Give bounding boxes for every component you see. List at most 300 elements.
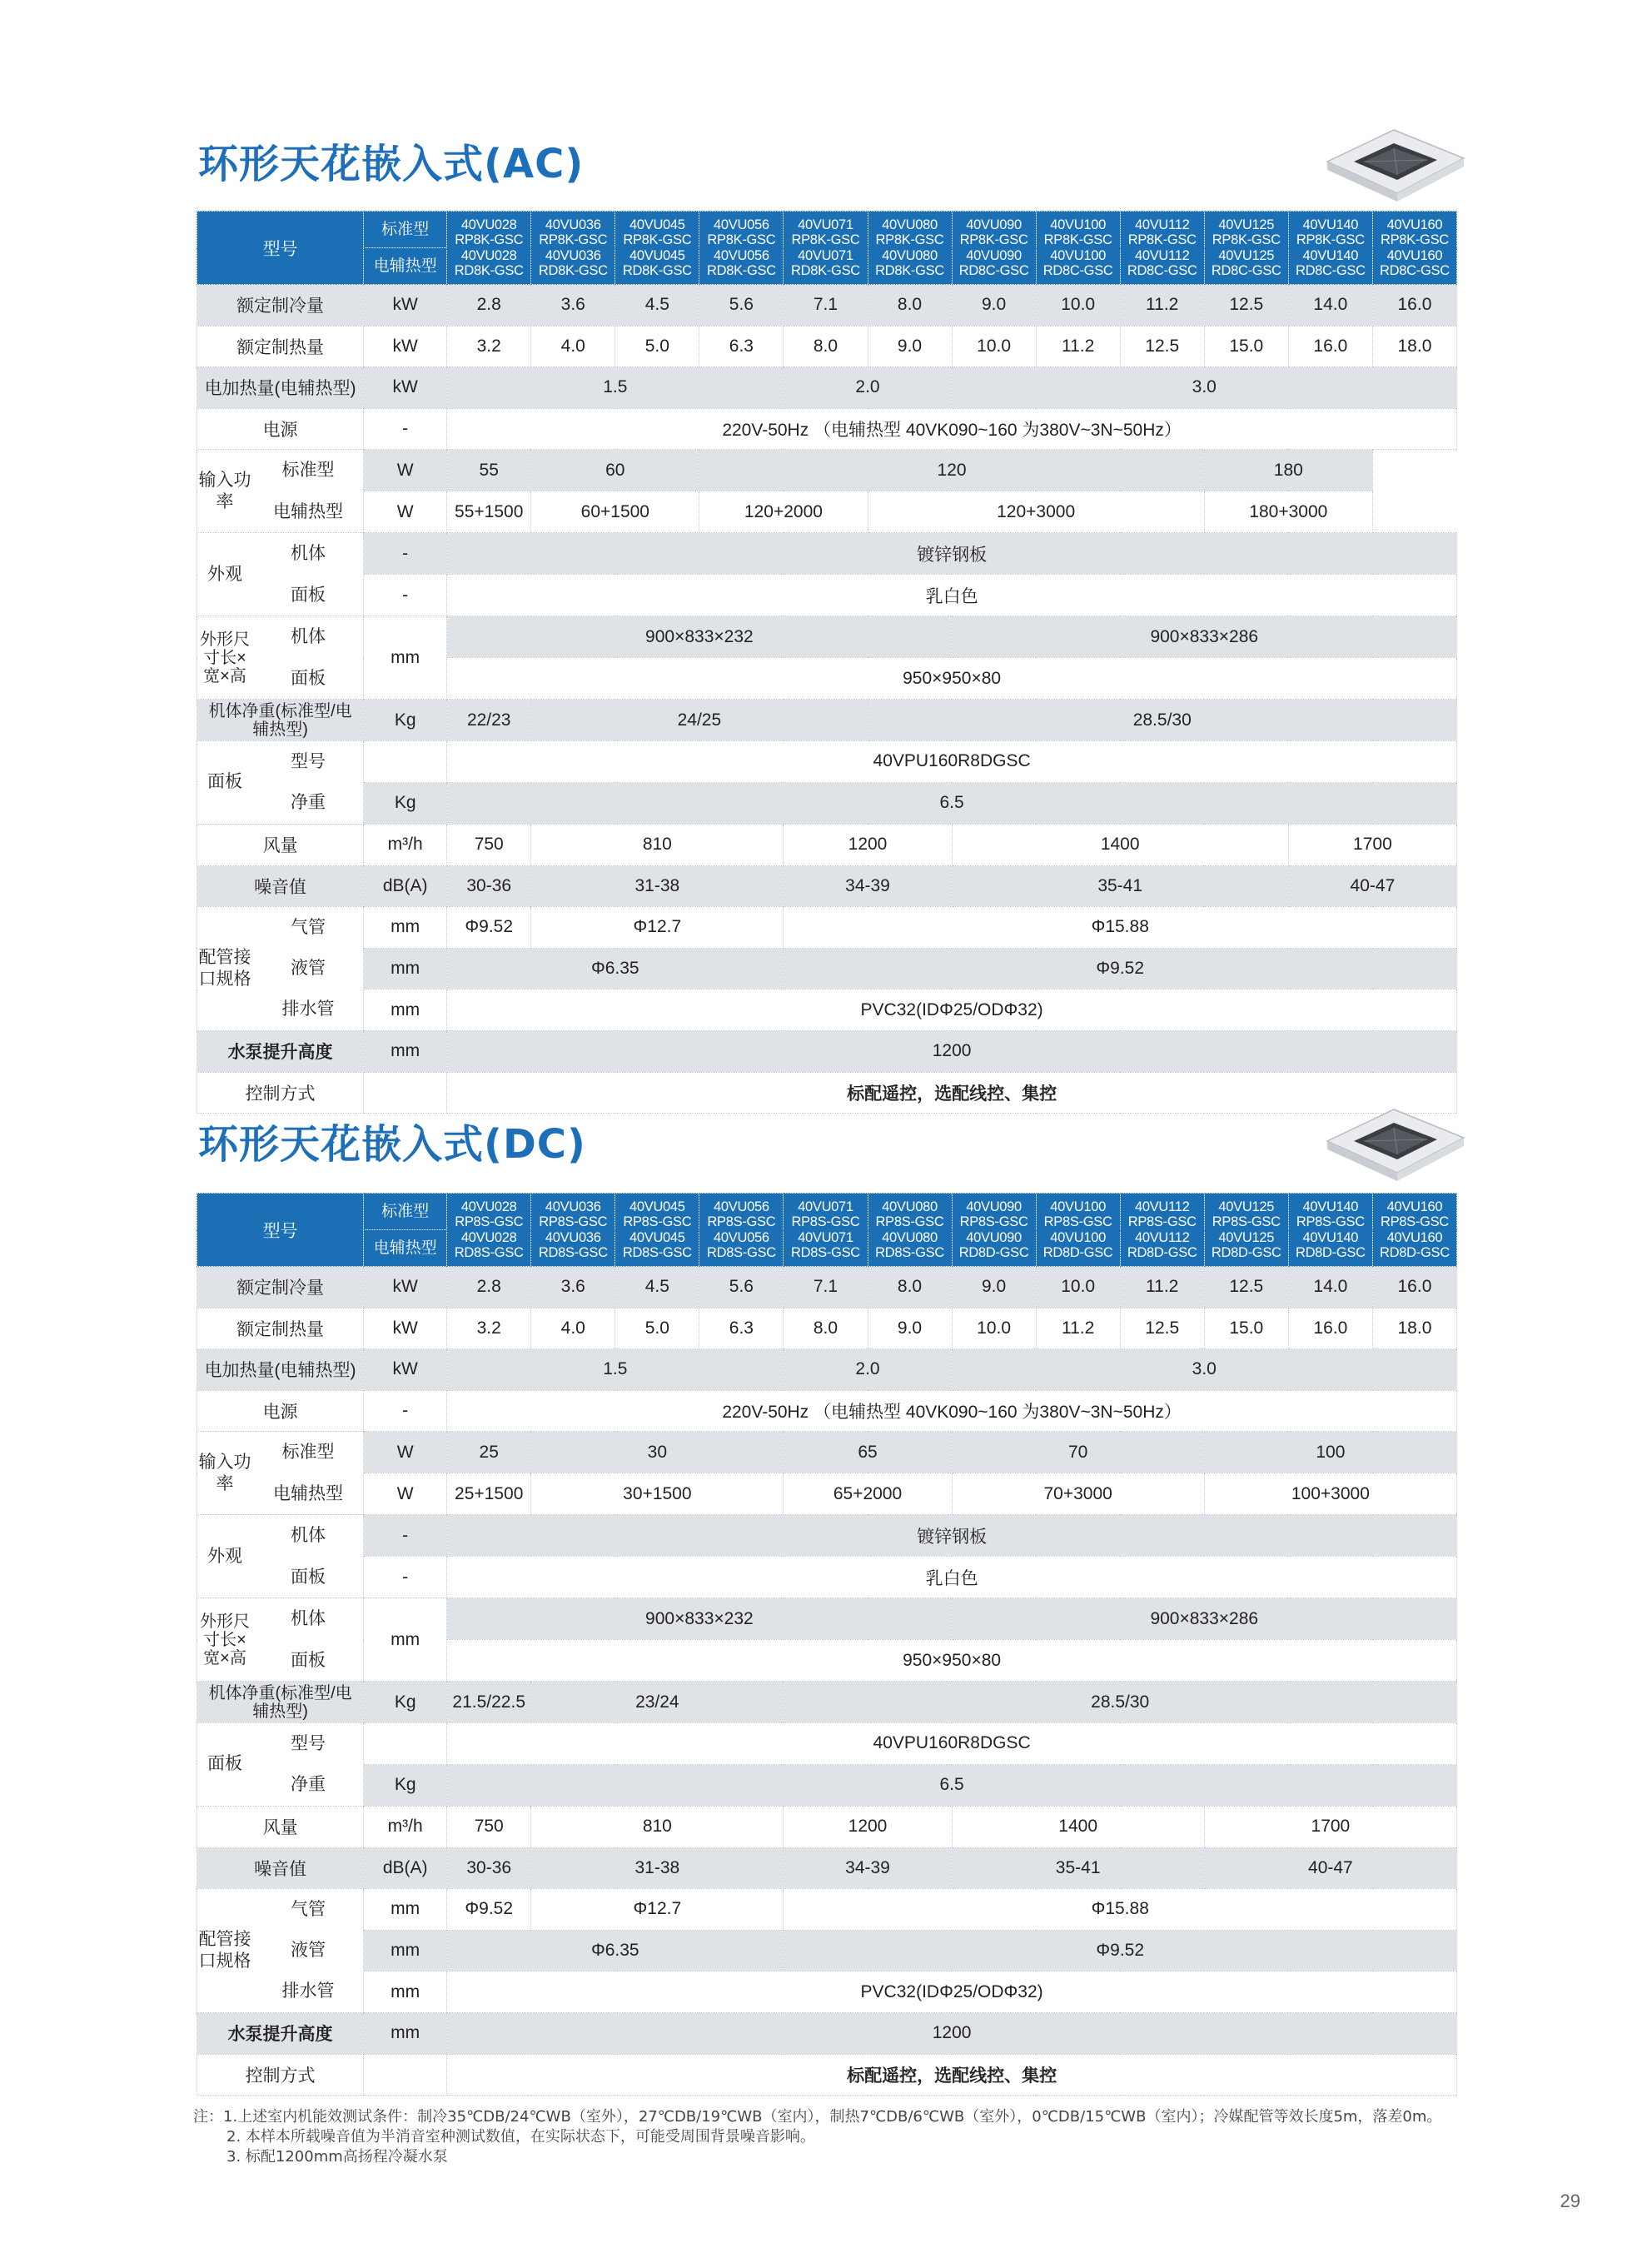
model-column-header	[1120, 212, 1204, 285]
model-code: 40VU112	[1134, 1199, 1190, 1214]
sublabel-column	[252, 450, 364, 532]
group-label-text: 配管接口规格	[198, 1930, 251, 1971]
cooling-cell: 3.6	[531, 285, 615, 326]
pump-height-cell: 1200	[447, 1031, 1457, 1073]
model-column-header	[615, 1194, 699, 1267]
heating-cell: 16.0	[1288, 326, 1372, 367]
table-row	[197, 533, 1457, 575]
noise-cell: 40-47	[1204, 1847, 1456, 1889]
noise-cell: 30-36	[447, 865, 531, 907]
model-code: RD8K-GSC	[706, 263, 776, 278]
airflow-cell: 810	[531, 1806, 784, 1847]
row-label-heating: 额定制热量	[197, 326, 364, 367]
model-code: 40VU160	[1386, 1199, 1443, 1214]
input-electric-cell: 120+3000	[868, 491, 1204, 533]
group-label-text: 面板	[207, 1754, 242, 1774]
sublabel-column	[252, 1889, 364, 2012]
model-code: 40VU100	[1050, 1229, 1107, 1245]
model-code: 40VU036	[545, 1229, 601, 1245]
heating-cell: 11.2	[1036, 1308, 1120, 1349]
weight-cell: 21.5/22.5	[447, 1682, 531, 1723]
sublabel-column	[252, 741, 364, 824]
table-row	[197, 865, 1457, 907]
model-code: RP8S-GSC	[539, 1214, 608, 1229]
input-electric-cell: 60+1500	[531, 491, 699, 533]
dimension-body-cell: 900×833×286	[952, 1598, 1456, 1640]
heating-cell: 5.0	[615, 326, 699, 367]
table-row	[197, 782, 1457, 824]
sublabel-column	[252, 1515, 364, 1598]
heating-cell: 8.0	[784, 326, 868, 367]
weight-cell: 22/23	[447, 700, 531, 741]
group-label-input-power	[197, 450, 364, 533]
model-header: 型号	[197, 212, 364, 285]
spec-table-ac	[197, 211, 1457, 1114]
model-code: RD8K-GSC	[622, 263, 692, 278]
row-label-weight: 机体净重(标准型/电辅热型)	[197, 1682, 364, 1723]
cooling-cell: 4.5	[615, 1267, 699, 1308]
footnote-2: 2. 本样本所载噪音值为半消音室种测试数值，在实际状态下，可能受周围背景噪音影响。	[226, 2128, 815, 2146]
heating-cell: 11.2	[1036, 326, 1120, 367]
model-column-header	[531, 212, 615, 285]
group-label-text: 面板	[207, 772, 242, 792]
model-code: 40VU056	[714, 1199, 769, 1214]
sublabel-net-weight: 净重	[291, 1775, 326, 1795]
unit-cell: kW	[364, 367, 447, 409]
heating-cell: 10.0	[952, 326, 1036, 367]
cooling-cell: 8.0	[868, 1267, 952, 1308]
gas-pipe-cell: Φ12.7	[531, 907, 784, 949]
model-code: 40VU071	[798, 1199, 853, 1214]
model-code: RD8D-GSC	[1295, 1245, 1366, 1260]
noise-cell: 31-38	[531, 865, 784, 907]
sublabel-column	[252, 1432, 364, 1514]
spec-table-body-dc	[197, 1194, 1457, 2096]
weight-cell: 28.5/30	[784, 1682, 1457, 1723]
model-code: RP8K-GSC	[875, 232, 944, 247]
drain-pipe-cell: PVC32(IDΦ25/ODΦ32)	[447, 1971, 1457, 2013]
unit-cell: -	[364, 533, 447, 575]
row-label-airflow: 风量	[197, 824, 364, 865]
model-code: RD8S-GSC	[622, 1245, 692, 1260]
table-row	[197, 1598, 1457, 1640]
table-row	[197, 1722, 1457, 1764]
model-code: 40VU056	[714, 217, 769, 232]
unit-cell: mm	[364, 989, 447, 1031]
group-label-piping	[197, 907, 364, 1031]
panel-weight-cell: 6.5	[447, 782, 1457, 824]
cooling-cell: 7.1	[784, 285, 868, 326]
table-row	[197, 2013, 1457, 2055]
model-code: RD8D-GSC	[1042, 1245, 1113, 1260]
heating-cell: 9.0	[868, 1308, 952, 1349]
sublabel-panel: 面板	[291, 1650, 326, 1670]
model-column-header	[1288, 212, 1372, 285]
cassette-unit-image-ac	[1317, 113, 1472, 205]
model-column-header	[784, 212, 868, 285]
group-label-appearance	[197, 533, 364, 616]
model-code: 40VU045	[629, 247, 685, 263]
model-code: 40VU045	[629, 217, 685, 232]
model-column-header	[1036, 212, 1120, 285]
model-code: RP8K-GSC	[539, 232, 608, 247]
cooling-cell: 5.6	[699, 285, 784, 326]
weight-cell: 23/24	[531, 1682, 784, 1723]
row-label-control: 控制方式	[197, 1072, 364, 1114]
unit-cell	[364, 1072, 447, 1114]
model-code: 40VU125	[1218, 217, 1275, 232]
model-code: RP8K-GSC	[791, 232, 860, 247]
sublabel-electric: 电辅热型	[273, 501, 343, 521]
liquid-pipe-cell: Φ6.35	[447, 1930, 784, 1971]
model-code: 40VU160	[1386, 247, 1443, 263]
standard-type-header: 标准型	[364, 1194, 447, 1230]
model-column-header	[615, 212, 699, 285]
table-row	[197, 824, 1457, 865]
heating-cell: 5.0	[615, 1308, 699, 1349]
cooling-cell: 3.6	[531, 1267, 615, 1308]
sublabel-standard: 标准型	[281, 461, 335, 481]
model-code: 40VU100	[1050, 247, 1107, 263]
input-standard-cell: 60	[531, 450, 699, 491]
heating-cell: 4.0	[531, 1308, 615, 1349]
panel-model-cell: 40VPU160R8DGSC	[447, 740, 1457, 782]
input-standard-cell: 65	[784, 1432, 952, 1473]
header-row	[197, 212, 1457, 248]
unit-cell: kW	[364, 285, 447, 326]
table-row	[197, 1072, 1457, 1114]
model-code: 40VU112	[1134, 1229, 1190, 1245]
control-method-cell: 标配遥控，选配线控、集控	[447, 2054, 1457, 2096]
gas-pipe-cell: Φ12.7	[531, 1889, 784, 1931]
airflow-cell: 1700	[1204, 1806, 1456, 1847]
model-code: RD8C-GSC	[1295, 263, 1366, 278]
row-label-pump-height: 水泵提升高度	[197, 2013, 364, 2055]
model-code: RP8K-GSC	[1127, 232, 1197, 247]
model-code: RD8S-GSC	[791, 1245, 860, 1260]
unit-cell: mm	[364, 1930, 447, 1971]
heating-cell: 18.0	[1372, 326, 1456, 367]
model-code: RD8D-GSC	[958, 1245, 1029, 1260]
dimension-body-cell: 900×833×286	[952, 616, 1456, 658]
group-label-text: 配管接口规格	[198, 948, 251, 989]
row-label-weight: 机体净重(标准型/电辅热型)	[197, 700, 364, 741]
unit-cell: W	[364, 1473, 447, 1515]
model-column-header	[1120, 1194, 1204, 1267]
cooling-cell: 12.5	[1204, 1267, 1288, 1308]
sublabel-model: 型号	[291, 751, 326, 771]
table-row	[197, 1515, 1457, 1557]
heating-cell: 12.5	[1120, 1308, 1204, 1349]
electric-type-header: 电辅热型	[364, 248, 447, 285]
control-method-cell: 标配遥控，选配线控、集控	[447, 1072, 1457, 1114]
model-code: 40VU112	[1134, 217, 1190, 232]
airflow-cell: 810	[531, 824, 784, 865]
input-electric-cell: 180+3000	[1204, 491, 1372, 533]
table-row	[197, 491, 1457, 533]
unit-cell: kW	[364, 326, 447, 367]
model-code: 40VU100	[1050, 1199, 1107, 1214]
heating-cell: 18.0	[1372, 1308, 1456, 1349]
model-code: RP8S-GSC	[455, 1214, 524, 1229]
footnote-1: 注：1.上述室内机能效测试条件：制冷35℃DB/24℃WB（室外），27℃DB/19℃WB（室内），制热7℃DB/6℃WB（室外），0℃DB/15℃WB（室内）；冷媒配管等效长度5m，落差0m。	[193, 2108, 1442, 2126]
table-row	[197, 450, 1457, 491]
gas-pipe-cell: Φ15.88	[784, 1889, 1457, 1931]
liquid-pipe-cell: Φ6.35	[447, 948, 784, 989]
table-row	[197, 948, 1457, 989]
sublabel-drain-pipe: 排水管	[281, 999, 335, 1019]
table-row	[197, 1308, 1457, 1349]
sublabel-liquid-pipe: 液管	[291, 1941, 326, 1961]
model-code: 40VU112	[1134, 247, 1190, 263]
row-label-pump-height: 水泵提升高度	[197, 1031, 364, 1073]
cooling-cell: 9.0	[952, 1267, 1036, 1308]
cooling-cell: 8.0	[868, 285, 952, 326]
unit-cell: mm	[364, 907, 447, 949]
drain-pipe-cell: PVC32(IDΦ25/ODΦ32)	[447, 989, 1457, 1031]
model-code: 40VU090	[966, 1229, 1022, 1245]
model-column-header	[868, 1194, 952, 1267]
group-label-text: 外观	[207, 564, 242, 584]
heating-cell: 3.2	[447, 1308, 531, 1349]
model-code: RP8K-GSC	[1380, 232, 1449, 247]
table-row	[197, 575, 1457, 616]
unit-cell: kW	[364, 1349, 447, 1391]
cooling-cell: 10.0	[1036, 1267, 1120, 1308]
model-code: RP8K-GSC	[623, 232, 692, 247]
model-code: RD8K-GSC	[791, 263, 860, 278]
dimension-body-cell: 900×833×232	[447, 1598, 952, 1640]
unit-cell: dB(A)	[364, 865, 447, 907]
unit-cell: kW	[364, 1267, 447, 1308]
sublabel-column	[252, 616, 364, 699]
group-label-text: 外形尺寸长×宽×高	[200, 1612, 250, 1667]
cooling-cell: 16.0	[1372, 285, 1456, 326]
noise-cell: 35-41	[952, 1847, 1204, 1889]
model-code: 40VU090	[966, 1199, 1022, 1214]
liquid-pipe-cell: Φ9.52	[784, 948, 1457, 989]
unit-cell: m³/h	[364, 1806, 447, 1847]
table-row	[197, 1267, 1457, 1308]
sublabel-column	[252, 1723, 364, 1806]
airflow-cell: 1700	[1288, 824, 1456, 865]
model-column-header	[1372, 212, 1456, 285]
group-label-text: 输入功率	[198, 470, 251, 511]
unit-cell: -	[364, 1557, 447, 1598]
table-row	[197, 907, 1457, 949]
table-row	[197, 1031, 1457, 1073]
model-code: RP8S-GSC	[1127, 1214, 1197, 1229]
model-code: 40VU080	[882, 1199, 938, 1214]
electric-heating-cell: 3.0	[952, 367, 1456, 409]
input-standard-cell: 30	[531, 1432, 784, 1473]
group-label-appearance	[197, 1515, 364, 1598]
dimension-panel-cell: 950×950×80	[447, 658, 1457, 700]
model-code: 40VU036	[545, 247, 601, 263]
table-row	[197, 1847, 1457, 1889]
footnotes	[193, 2107, 1441, 2167]
model-column-header	[699, 212, 784, 285]
model-code: RD8C-GSC	[1042, 263, 1113, 278]
heating-cell: 6.3	[699, 326, 784, 367]
model-code: RD8S-GSC	[706, 1245, 776, 1260]
table-row	[197, 1682, 1457, 1723]
unit-cell: -	[364, 575, 447, 616]
group-label-text: 外观	[207, 1546, 242, 1566]
cooling-cell: 14.0	[1288, 1267, 1372, 1308]
cooling-cell: 11.2	[1120, 285, 1204, 326]
table-row	[197, 285, 1457, 326]
model-code: 40VU140	[1302, 1229, 1359, 1245]
model-code: RD8D-GSC	[1380, 1245, 1450, 1260]
sublabel-panel: 面板	[291, 1567, 326, 1587]
unit-cell: mm	[364, 2013, 447, 2055]
noise-cell: 31-38	[531, 1847, 784, 1889]
spec-table-body-ac	[197, 212, 1457, 1114]
model-code: RD8S-GSC	[454, 1245, 524, 1260]
model-code: 40VU080	[882, 247, 938, 263]
input-electric-cell: 65+2000	[784, 1473, 952, 1515]
input-electric-cell: 70+3000	[952, 1473, 1204, 1515]
airflow-cell: 1400	[952, 824, 1288, 865]
page-number: 29	[1560, 2191, 1580, 2211]
sublabel-column	[252, 907, 364, 1030]
model-code: 40VU028	[460, 1229, 517, 1245]
model-code: 40VU080	[882, 1229, 938, 1245]
row-label-airflow: 风量	[197, 1806, 364, 1847]
model-code: 40VU125	[1218, 247, 1275, 263]
sublabel-column	[252, 533, 364, 616]
model-column-header	[952, 1194, 1036, 1267]
noise-cell: 34-39	[784, 865, 952, 907]
model-code: 40VU140	[1302, 247, 1359, 263]
unit-cell	[364, 1722, 447, 1764]
row-label-heating: 额定制热量	[197, 1308, 364, 1349]
standard-type-header: 标准型	[364, 212, 447, 248]
heating-cell: 8.0	[784, 1308, 868, 1349]
sublabel-drain-pipe: 排水管	[281, 1981, 335, 2001]
input-electric-cell: 120+2000	[699, 491, 868, 533]
power-supply-cell: 220V-50Hz （电辅热型 40VK090~160 为380V~3N~50Hz）	[447, 408, 1457, 450]
table-row	[197, 1971, 1457, 2013]
section-title-dc: 环形天花嵌入式(DC)	[198, 1121, 586, 1168]
noise-cell: 30-36	[447, 1847, 531, 1889]
electric-heating-cell: 2.0	[784, 1349, 952, 1391]
airflow-cell: 1200	[784, 824, 952, 865]
input-standard-cell: 70	[952, 1432, 1204, 1473]
table-row	[197, 700, 1457, 741]
model-column-header	[699, 1194, 784, 1267]
model-code: 40VU160	[1386, 1229, 1443, 1245]
table-row	[197, 1390, 1457, 1432]
table-row	[197, 1557, 1457, 1598]
row-label-control: 控制方式	[197, 2054, 364, 2096]
table-row	[197, 408, 1457, 450]
model-code: 40VU071	[798, 217, 853, 232]
model-code: RP8K-GSC	[707, 232, 776, 247]
sublabel-panel: 面板	[291, 668, 326, 688]
group-label-text: 输入功率	[198, 1452, 251, 1493]
unit-cell: kW	[364, 1308, 447, 1349]
model-code: RP8S-GSC	[1212, 1214, 1281, 1229]
model-code: RD8D-GSC	[1211, 1245, 1281, 1260]
spec-table-dc	[197, 1193, 1457, 2096]
table-row	[197, 326, 1457, 367]
sublabel-column	[252, 1598, 364, 1681]
unit-cell: Kg	[364, 782, 447, 824]
sublabel-body: 机体	[291, 627, 326, 647]
model-code: RP8S-GSC	[1380, 1214, 1449, 1229]
cassette-unit-image-dc	[1317, 1093, 1472, 1184]
cooling-cell: 16.0	[1372, 1267, 1456, 1308]
sublabel-body: 机体	[291, 1609, 326, 1629]
group-label-panel	[197, 740, 364, 824]
electric-heating-cell: 3.0	[952, 1349, 1456, 1391]
model-code: RP8K-GSC	[959, 232, 1028, 247]
model-code: 40VU080	[882, 217, 938, 232]
group-label-panel	[197, 1722, 364, 1806]
unit-cell: mm	[364, 1889, 447, 1931]
airflow-cell: 1400	[952, 1806, 1204, 1847]
model-header: 型号	[197, 1194, 364, 1267]
noise-cell: 35-41	[952, 865, 1288, 907]
sublabel-electric: 电辅热型	[273, 1483, 343, 1503]
group-label-text: 外形尺寸长×宽×高	[200, 630, 250, 685]
panel-weight-cell: 6.5	[447, 1764, 1457, 1806]
model-column-header	[784, 1194, 868, 1267]
input-electric-cell: 25+1500	[447, 1473, 531, 1515]
heating-cell: 10.0	[952, 1308, 1036, 1349]
row-label-noise: 噪音值	[197, 865, 364, 907]
gas-pipe-cell: Φ9.52	[447, 1889, 531, 1931]
cooling-cell: 11.2	[1120, 1267, 1204, 1308]
row-label-cooling: 额定制冷量	[197, 285, 364, 326]
cooling-cell: 2.8	[447, 1267, 531, 1308]
sublabel-liquid-pipe: 液管	[291, 959, 326, 979]
unit-cell: m³/h	[364, 824, 447, 865]
model-code: RP8S-GSC	[959, 1214, 1028, 1229]
model-code: 40VU056	[714, 247, 769, 263]
noise-cell: 40-47	[1288, 865, 1456, 907]
unit-cell: -	[364, 1390, 447, 1432]
model-code: RP8S-GSC	[1296, 1214, 1365, 1229]
row-label-cooling: 额定制冷量	[197, 1267, 364, 1308]
input-standard-cell: 100	[1204, 1432, 1456, 1473]
row-label-electric-heating: 电加热量(电辅热型)	[197, 1349, 364, 1391]
section-title-ac: 环形天花嵌入式(AC)	[198, 141, 585, 187]
unit-cell: Kg	[364, 1682, 447, 1723]
model-code: 40VU160	[1386, 217, 1443, 232]
model-column-header	[1372, 1194, 1456, 1267]
table-row	[197, 1889, 1457, 1931]
model-code: 40VU028	[460, 247, 517, 263]
model-code: 40VU028	[460, 1199, 517, 1214]
model-column-header	[952, 212, 1036, 285]
model-code: RD8D-GSC	[1127, 1245, 1197, 1260]
model-column-header	[531, 1194, 615, 1267]
sublabel-gas-pipe: 气管	[291, 1899, 326, 1919]
liquid-pipe-cell: Φ9.52	[784, 1930, 1457, 1971]
model-column-header	[868, 212, 952, 285]
sublabel-body: 机体	[291, 544, 326, 564]
model-code: RD8K-GSC	[875, 263, 944, 278]
heating-cell: 12.5	[1120, 326, 1204, 367]
panel-color-cell: 乳白色	[447, 575, 1457, 616]
input-standard-cell: 55	[447, 450, 531, 491]
model-code: RP8S-GSC	[875, 1214, 944, 1229]
table-row	[197, 1806, 1457, 1847]
power-supply-cell: 220V-50Hz （电辅热型 40VK090~160 为380V~3N~50Hz）	[447, 1390, 1457, 1432]
